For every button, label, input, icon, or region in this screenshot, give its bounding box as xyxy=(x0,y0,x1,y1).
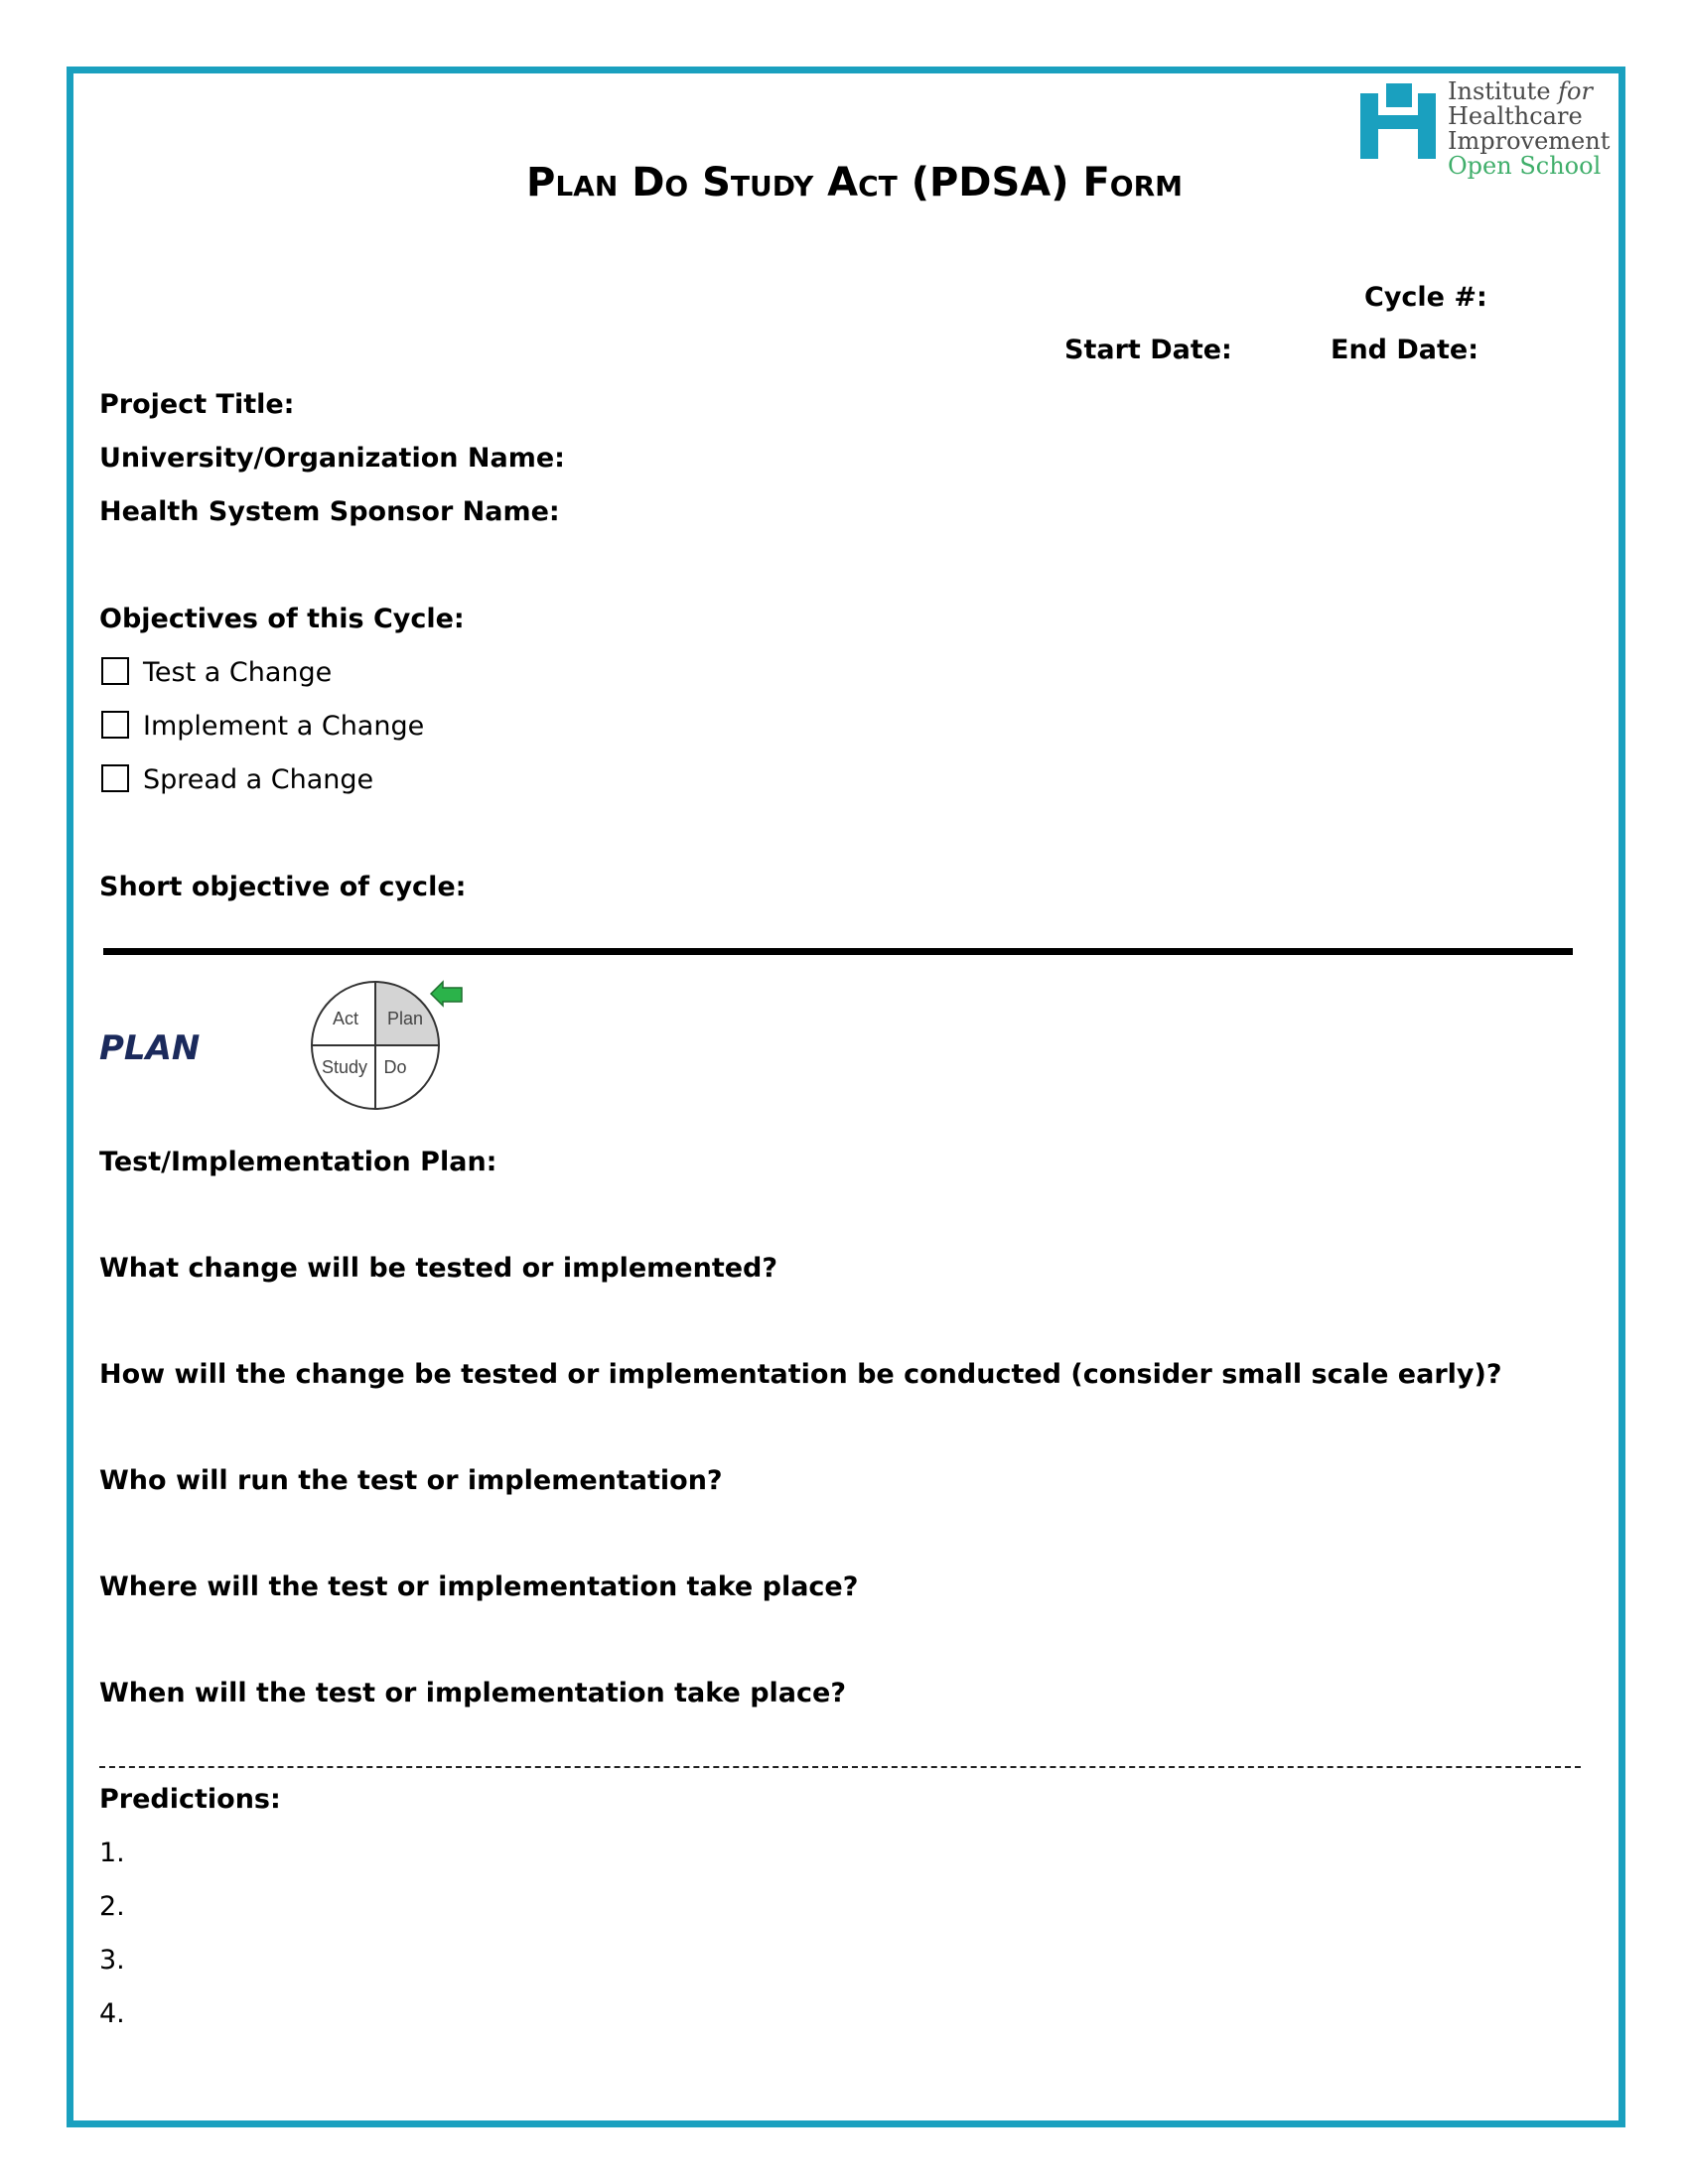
wheel-study-label: Study xyxy=(321,1057,368,1077)
objectives-heading: Objectives of this Cycle: xyxy=(99,604,465,634)
end-date-label: End Date: xyxy=(1331,335,1479,365)
logo-line-4: Open School xyxy=(1448,152,1602,180)
organization-name-label: University/Organization Name: xyxy=(99,443,565,474)
wheel-act-label: Act xyxy=(332,1009,359,1028)
test-plan-label: Test/Implementation Plan: xyxy=(99,1147,497,1177)
short-objective-label: Short objective of cycle: xyxy=(99,872,467,902)
test-change-label: Test a Change xyxy=(143,657,333,688)
predictions-heading: Predictions: xyxy=(99,1784,281,1815)
project-title-label: Project Title: xyxy=(99,389,295,420)
prediction-item: 4. xyxy=(99,1998,125,2029)
logo-line-2: Healthcare xyxy=(1448,102,1583,130)
spread-change-label: Spread a Change xyxy=(143,764,374,795)
logo-line-1: Institute xyxy=(1448,77,1551,105)
ihi-logo xyxy=(1360,79,1609,199)
who-question: Who will run the test or implementation? xyxy=(99,1465,723,1496)
implement-change-checkbox[interactable] xyxy=(101,711,129,739)
logo-line-3: Improvement xyxy=(1448,127,1611,155)
sponsor-name-label: Health System Sponsor Name: xyxy=(99,496,560,527)
section-divider xyxy=(103,948,1573,955)
plan-arrow-icon xyxy=(431,982,462,1006)
where-question: Where will the test or implementation take place? xyxy=(99,1571,859,1602)
what-change-question: What change will be tested or implemented? xyxy=(99,1253,778,1284)
wheel-plan-label: Plan xyxy=(386,1009,424,1028)
pdsa-cycle-diagram xyxy=(298,978,487,1117)
ihi-logo-icon xyxy=(1360,83,1436,159)
test-change-checkbox[interactable] xyxy=(101,657,129,685)
spread-change-checkbox[interactable] xyxy=(101,764,129,792)
logo-line-1-for: for xyxy=(1558,77,1593,105)
cycle-number-label: Cycle #: xyxy=(1364,282,1487,313)
page-title: Plan Do Study Act (PDSA) Form xyxy=(526,160,1184,205)
plan-heading: PLAN xyxy=(99,1028,201,1068)
prediction-item: 2. xyxy=(99,1891,125,1922)
when-question: When will the test or implementation take place? xyxy=(99,1678,847,1708)
how-change-question: How will the change be tested or implementation be conducted (consider small scale early)? xyxy=(99,1359,1502,1390)
dashed-divider xyxy=(99,1766,1581,1768)
ihi-logo-text xyxy=(1448,79,1610,179)
implement-change-label: Implement a Change xyxy=(143,711,425,742)
prediction-item: 3. xyxy=(99,1945,125,1976)
start-date-label: Start Date: xyxy=(1064,335,1232,365)
prediction-item: 1. xyxy=(99,1838,125,1868)
wheel-do-label: Do xyxy=(383,1057,407,1077)
